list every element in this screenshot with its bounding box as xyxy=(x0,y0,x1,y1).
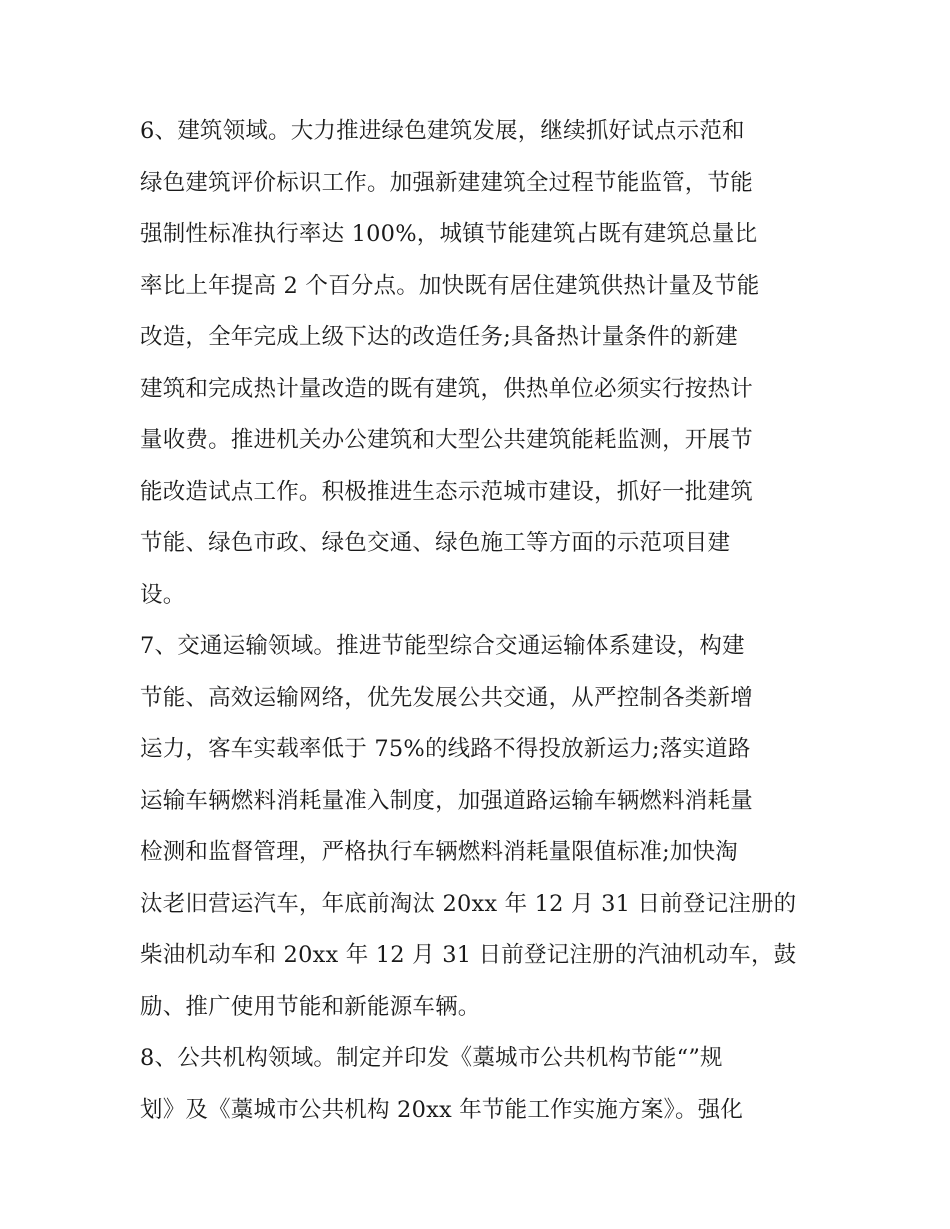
text-line: 节能、绿色市政、绿色交通、绿色施工等方面的示范项目建 xyxy=(140,530,731,556)
text-line: 7、交通运输领域。推进节能型综合交通运输体系建设，构建 xyxy=(140,633,745,659)
text-line: 运输车辆燃料消耗量准入制度，加强道路运输车辆燃料消耗量 xyxy=(140,787,753,814)
text-line: 绿色建筑评价标识工作。加强新建建筑全过程节能监管，节能 xyxy=(140,169,753,196)
document-body xyxy=(140,106,820,1136)
text-line: 6、建筑领域。大力推进绿色建筑发展，继续抓好试点示范和 xyxy=(140,118,745,144)
text-line: 节能、高效运输网络，优先发展公共交通，从严控制各类新增 xyxy=(140,684,753,711)
text-line: 运力，客车实载率低于 75%的线路不得投放新运力;落实道路 xyxy=(140,736,751,762)
text-line: 设。 xyxy=(140,581,186,608)
text-line: 柴油机动车和 20xx 年 12 月 31 日前登记注册的汽油机动车，鼓 xyxy=(140,942,797,968)
text-line: 8、公共机构领域。制定并印发《藁城市公共机构节能“”规 xyxy=(140,1045,723,1071)
text-line: 划》及《藁城市公共机构 20xx 年节能工作实施方案》。强化 xyxy=(140,1096,744,1123)
text-line: 励、推广使用节能和新能源车辆。 xyxy=(140,993,481,1020)
text-line: 率比上年提高 2 个百分点。加快既有居住建筑供热计量及节能 xyxy=(140,272,760,299)
text-line: 改造，全年完成上级下达的改造任务;具备热计量条件的新建 xyxy=(140,324,738,350)
text-line: 能改造试点工作。积极推进生态示范城市建设，抓好一批建筑 xyxy=(140,478,753,505)
text-line: 检测和监督管理，严格执行车辆燃料消耗量限值标准;加快淘 xyxy=(140,839,738,865)
text-line: 强制性标准执行率达 100%，城镇节能建筑占既有建筑总量比 xyxy=(140,221,758,247)
text-line: 汰老旧营运汽车，年底前淘汰 20xx 年 12 月 31 日前登记注册的 xyxy=(140,890,797,917)
text-line: 建筑和完成热计量改造的既有建筑，供热单位必须实行按热计 xyxy=(140,375,753,402)
text-line: 量收费。推进机关办公建筑和大型公共建筑能耗监测，开展节 xyxy=(140,427,753,453)
